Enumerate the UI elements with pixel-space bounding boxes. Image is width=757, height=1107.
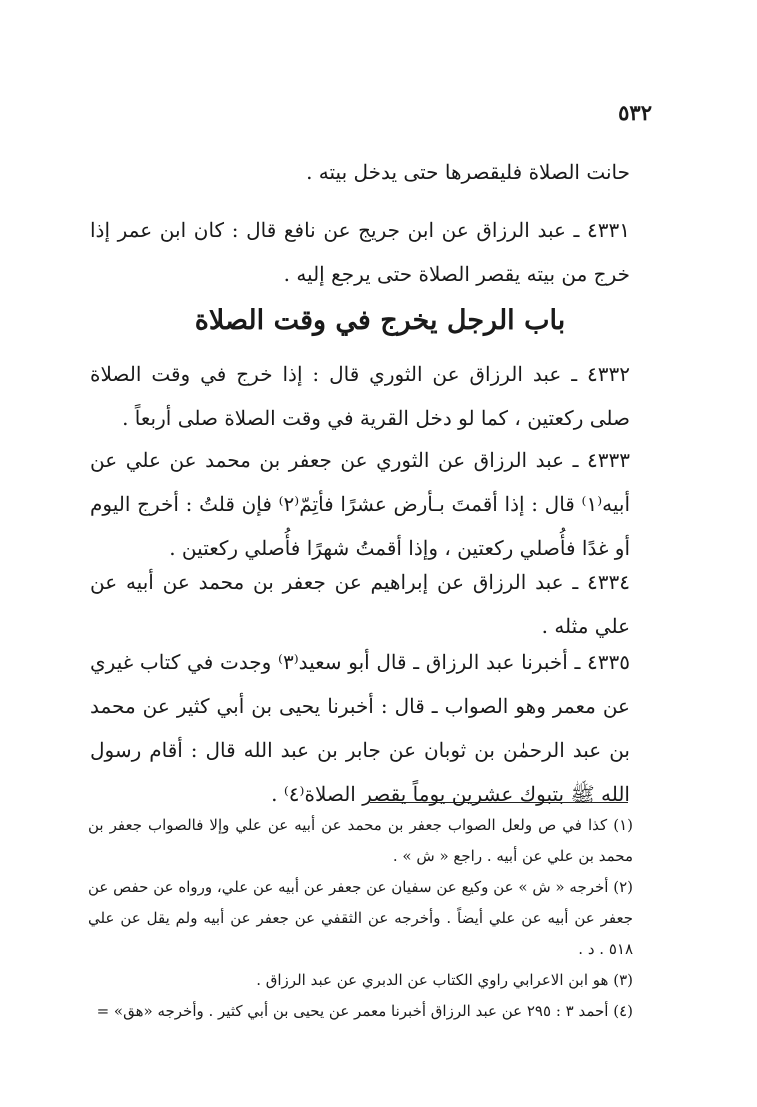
paragraph-continuation bbox=[90, 150, 630, 194]
footnote-4: (٤) أحمد ٣ : ٢٩٥ عن عبد الرزاق أخبرنا معمر عن يحيى بن أبي كثير . وأخرجه «هق» = bbox=[96, 1002, 633, 1020]
footnote-divider bbox=[370, 802, 628, 803]
footnote-1: (١) كذا في ص ولعل الصواب جعفر بن محمد عن أبيه عن علي وإلا فالصواب جعفر بن محمد بن علي عن أبيه . راجع « ش » . bbox=[88, 816, 633, 865]
hadith-4334 bbox=[90, 560, 630, 648]
footnote-2: (٢) أخرجه « ش » عن وكيع عن سفيان عن جعفر عن أبيه عن علي، ورواه عن حفص عن جعفر عن أبيه عن علي أيضاً . وأخرجه عن الثقفي عن جعفر عن أبيه ولم يقل عن علي ٥١٨ . د . bbox=[88, 878, 633, 958]
paragraph-text: حانت الصلاة فليقصرها حتى يدخل بيته . bbox=[306, 160, 630, 184]
hadith-4335 bbox=[90, 640, 630, 816]
footnotes bbox=[88, 810, 633, 1027]
chapter-heading: باب الرجل يخرج في وقت الصلاة bbox=[194, 305, 566, 336]
paragraph-text: ٤٣٣٢ ـ عبد الرزاق عن الثوري قال : إذا خرج في وقت الصلاة صلى ركعتين ، كما لو دخل القرية في وقت الصلاة صلى أربعاً . bbox=[90, 362, 630, 430]
paragraph-text: ٤٣٣٣ ـ عبد الرزاق عن الثوري عن جعفر بن محمد عن علي عن أبيه⁽١⁾ قال : إذا أقمتَ بـأرض عشرًا فأتِمّ⁽٢⁾ فإن قلتُ : أخرج اليوم أو غدًا فأُصلي ركعتين ، وإذا أقمتُ شهرًا فأُصلي ركعتين . bbox=[90, 448, 630, 560]
paragraph-text: ٤٣٣٥ ـ أخبرنا عبد الرزاق ـ قال أبو سعيد⁽٣⁾ وجدت في كتاب غيري عن معمر وهو الصواب ـ قال : أخبرنا يحيى بن أبي كثير عن محمد بن عبد الرحمٰن بن ثوبان عن جابر بن عبد الله قال : أقام رسول الله ﷺ بتبوك عشرين يوماً يقصر الصلاة⁽٤⁾ . bbox=[90, 650, 630, 806]
footnote-3: (٣) هو ابن الاعرابي راوي الكتاب عن الدبري عن عبد الرزاق . bbox=[256, 971, 633, 989]
paragraph-text: ٤٣٣١ ـ عبد الرزاق عن ابن جريج عن نافع قال : كان ابن عمر إذا خرج من بيته يقصر الصلاة حتى يرجع إليه . bbox=[90, 218, 630, 286]
page-number: ٥٣٢ bbox=[618, 100, 652, 125]
hadith-4333 bbox=[90, 438, 630, 570]
hadith-4332 bbox=[90, 352, 630, 440]
paragraph-text: ٤٣٣٤ ـ عبد الرزاق عن إبراهيم عن جعفر بن محمد عن أبيه عن علي مثله . bbox=[90, 570, 630, 638]
hadith-4331 bbox=[90, 208, 630, 296]
